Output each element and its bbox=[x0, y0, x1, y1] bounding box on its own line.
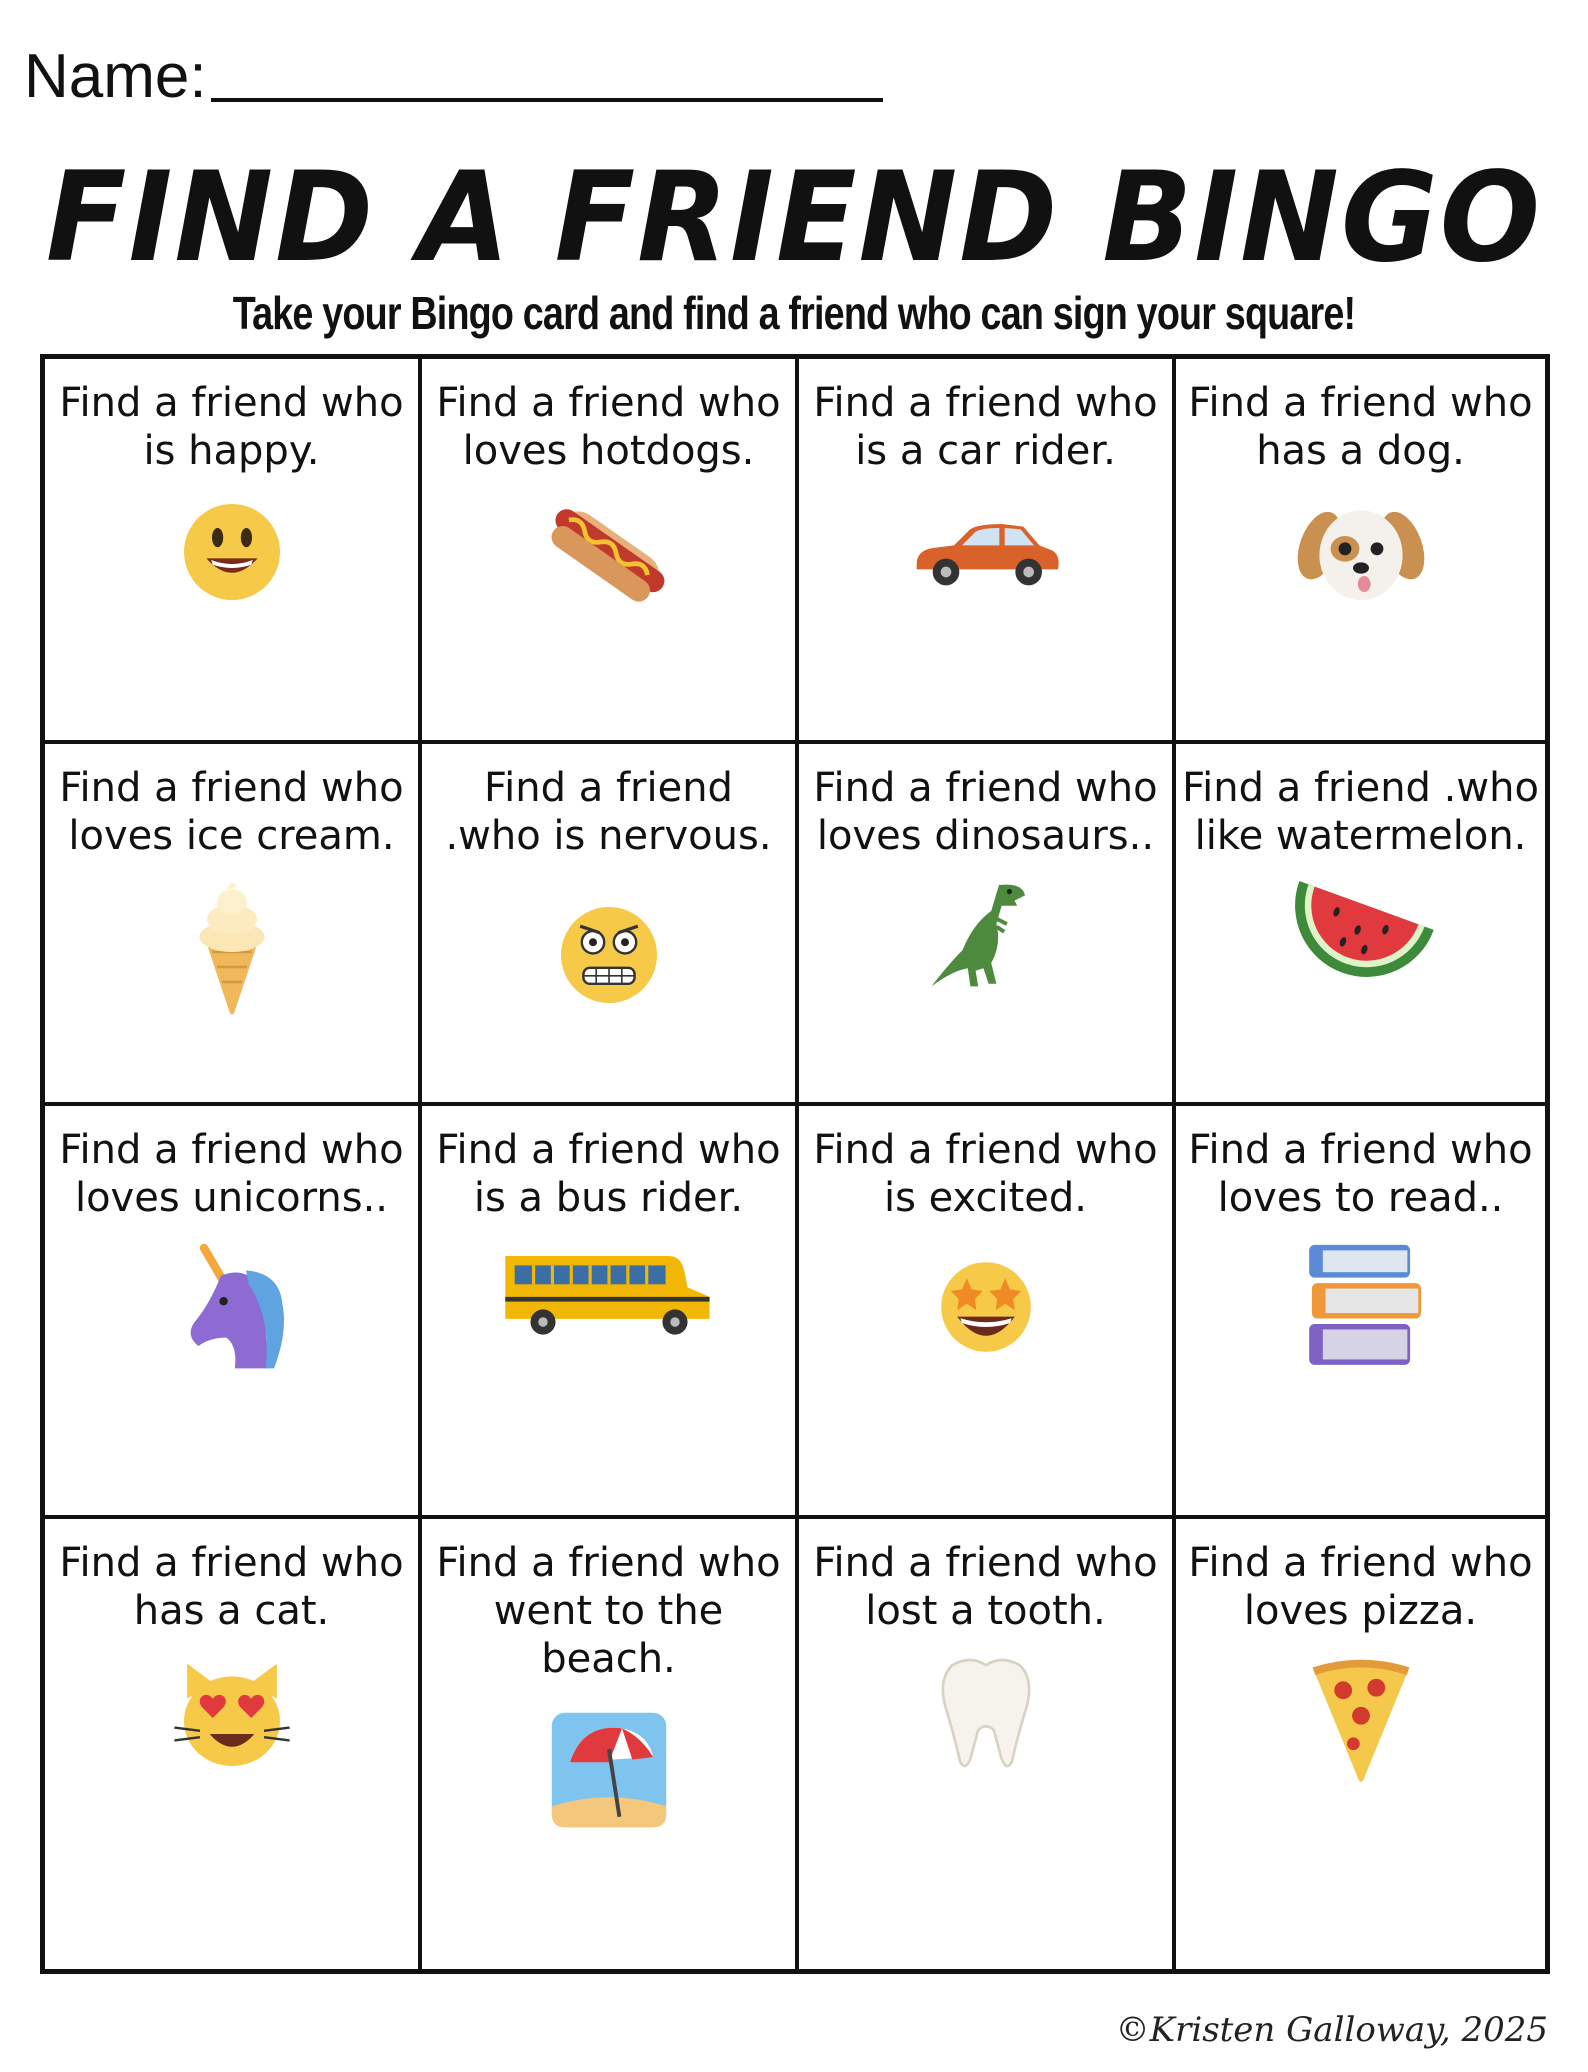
square-prompt: Find a friend who loves dinosaurs.. bbox=[813, 765, 1158, 859]
hotdog-icon bbox=[529, 487, 689, 617]
pizza-icon bbox=[1281, 1647, 1441, 1787]
school-bus-icon bbox=[489, 1234, 729, 1344]
bingo-square[interactable] bbox=[1176, 744, 1545, 1106]
name-write-line[interactable] bbox=[211, 38, 883, 102]
square-prompt: Find a friend who loves pizza. bbox=[1188, 1540, 1533, 1634]
bingo-square[interactable] bbox=[422, 1519, 799, 1969]
square-prompt: Find a friend who loves hotdogs. bbox=[436, 380, 781, 474]
bingo-square[interactable] bbox=[1176, 359, 1545, 744]
bingo-square[interactable] bbox=[799, 359, 1176, 744]
page-title: FIND A FRIEND BINGO bbox=[45, 144, 1543, 290]
bingo-square[interactable] bbox=[799, 744, 1176, 1106]
bingo-square[interactable] bbox=[45, 1519, 422, 1969]
bingo-square[interactable] bbox=[45, 359, 422, 744]
t-rex-icon bbox=[906, 872, 1066, 1002]
bingo-square[interactable] bbox=[1176, 1106, 1545, 1519]
bingo-square[interactable] bbox=[422, 744, 799, 1106]
bingo-square[interactable] bbox=[799, 1106, 1176, 1519]
books-icon bbox=[1281, 1234, 1441, 1384]
bingo-square[interactable] bbox=[1176, 1519, 1545, 1969]
smiling-face-icon bbox=[152, 487, 312, 617]
star-struck-face-icon bbox=[906, 1242, 1066, 1372]
square-prompt: Find a friend .who is nervous. bbox=[445, 765, 772, 859]
name-label: Name: bbox=[24, 42, 207, 111]
heart-eyes-cat-icon bbox=[152, 1653, 312, 1783]
square-prompt: Find a friend who loves unicorns.. bbox=[59, 1127, 404, 1221]
square-prompt: Find a friend who is a car rider. bbox=[813, 380, 1158, 474]
dog-face-icon bbox=[1281, 487, 1441, 617]
bingo-square[interactable] bbox=[422, 359, 799, 744]
grimacing-face-icon bbox=[529, 890, 689, 1020]
copyright-footer: ©Kristen Galloway, 2025 bbox=[1115, 2010, 1548, 2050]
square-prompt: Find a friend who loves ice cream. bbox=[59, 765, 404, 859]
square-prompt: Find a friend who loves to read.. bbox=[1188, 1127, 1533, 1221]
ice-cream-icon bbox=[152, 872, 312, 1022]
bingo-square[interactable] bbox=[45, 744, 422, 1106]
square-prompt: Find a friend who is happy. bbox=[59, 380, 404, 474]
bingo-square[interactable] bbox=[45, 1106, 422, 1519]
tooth-icon bbox=[906, 1647, 1066, 1777]
square-prompt: Find a friend .who like watermelon. bbox=[1182, 765, 1539, 859]
name-field bbox=[24, 38, 883, 112]
beach-umbrella-icon bbox=[529, 1705, 689, 1835]
square-prompt: Find a friend who is excited. bbox=[813, 1127, 1158, 1221]
watermelon-icon bbox=[1271, 872, 1451, 1002]
square-prompt: Find a friend who has a cat. bbox=[59, 1540, 404, 1634]
square-prompt: Find a friend who has a dog. bbox=[1188, 380, 1533, 474]
square-prompt: Find a friend who went to the beach. bbox=[436, 1540, 781, 1682]
unicorn-icon bbox=[152, 1234, 312, 1374]
bingo-grid bbox=[40, 354, 1550, 1974]
bingo-square[interactable] bbox=[422, 1106, 799, 1519]
bingo-square[interactable] bbox=[799, 1519, 1176, 1969]
square-prompt: Find a friend who lost a tooth. bbox=[813, 1540, 1158, 1634]
car-icon bbox=[906, 487, 1066, 617]
page-subtitle: Take your Bingo card and find a friend who can sign your square! bbox=[232, 287, 1356, 339]
square-prompt: Find a friend who is a bus rider. bbox=[436, 1127, 781, 1221]
